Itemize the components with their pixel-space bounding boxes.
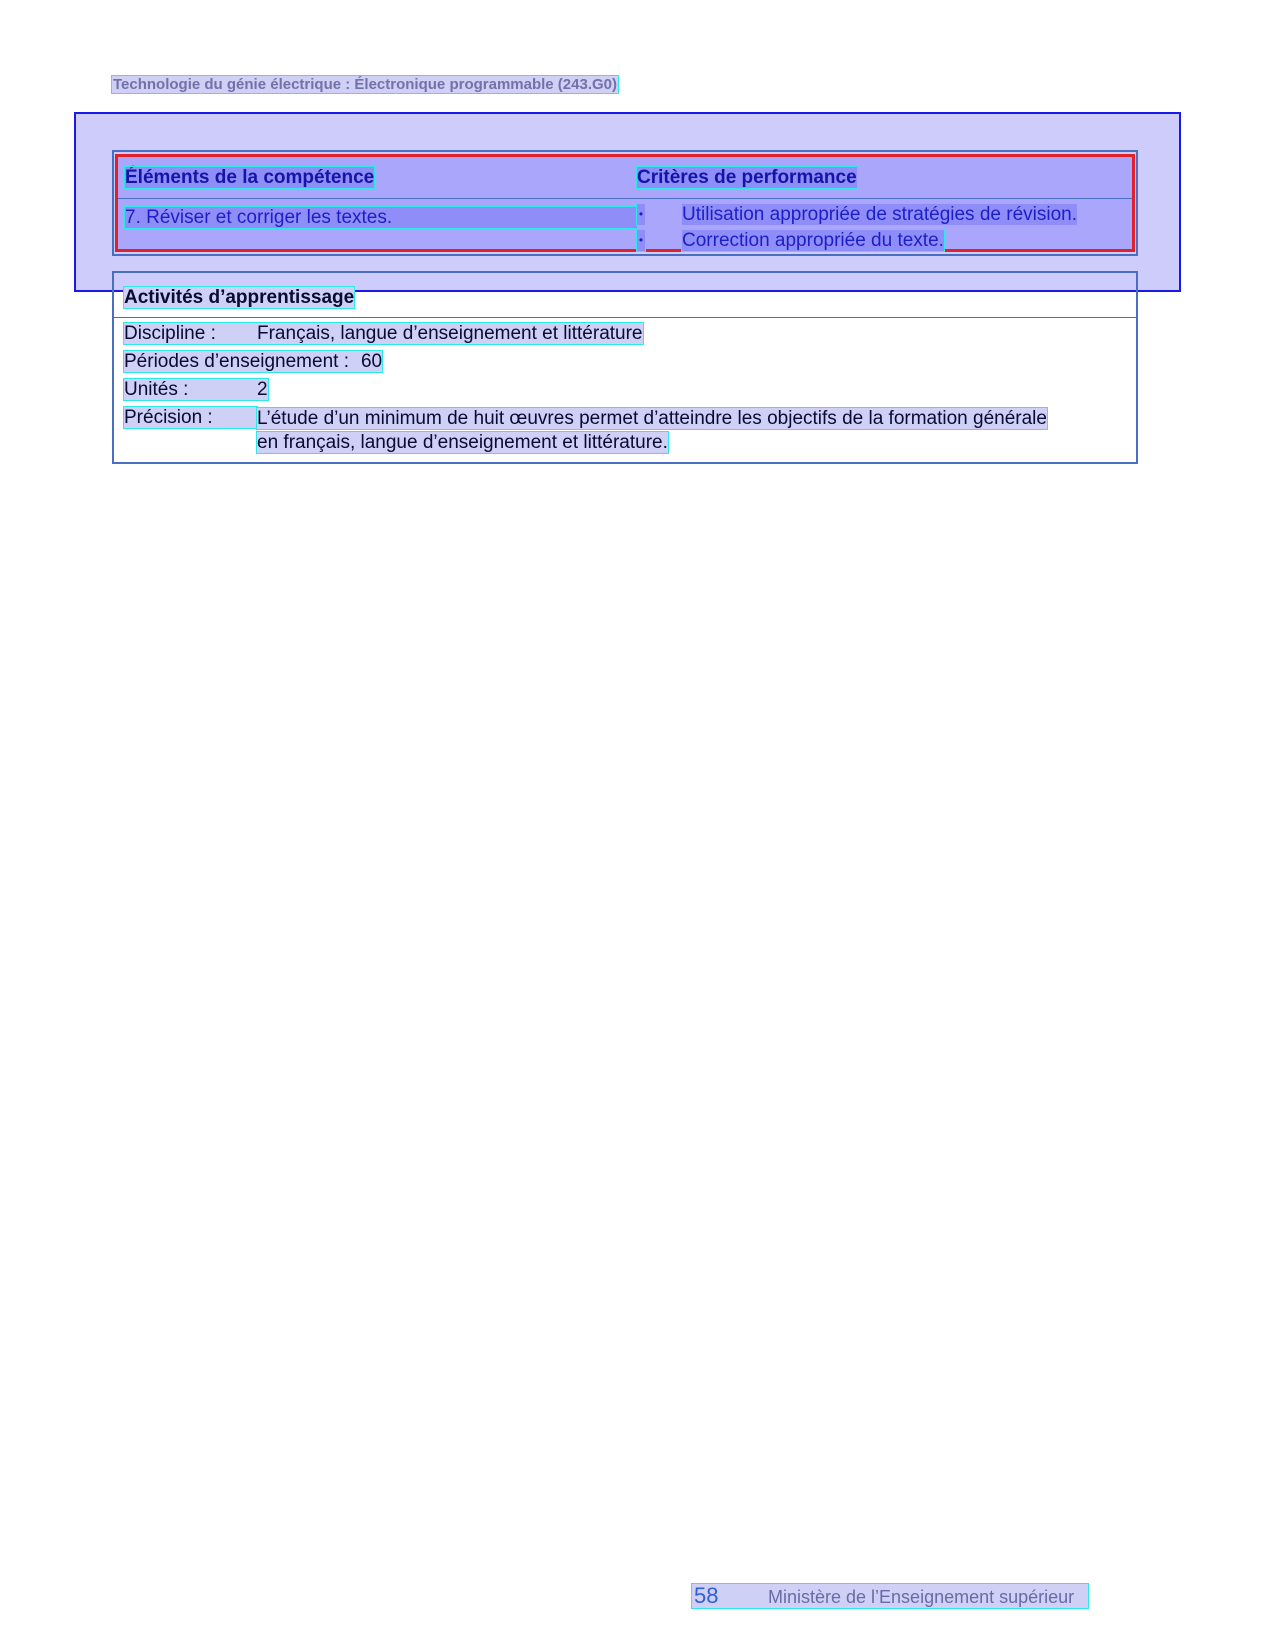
discipline-line: [124, 323, 643, 344]
learning-activities-title: Activités d’apprentissage: [124, 287, 355, 308]
learning-activities-header: [114, 273, 1136, 318]
running-header: Technologie du génie électrique : Électronique programmable (243.G0): [113, 76, 617, 93]
column-heading-elements: Éléments de la compétence: [125, 167, 375, 188]
precision-text: [257, 407, 1127, 455]
criterion-item: [637, 230, 944, 251]
units-value: 2: [257, 379, 268, 400]
criterion-item: [637, 204, 1077, 225]
criterion-text: Correction appropriée du texte.: [682, 230, 944, 251]
learning-activities-box: [112, 271, 1138, 464]
periods-label: Périodes d’enseignement :: [124, 351, 349, 372]
units-line: [124, 379, 268, 400]
bullet-icon: •: [637, 230, 645, 251]
precision-line: L’étude d’un minimum de huit œuvres permet d’atteindre les objectifs de la formation générale: [257, 408, 1047, 429]
page-footer: [692, 1584, 1088, 1608]
periods-line: [124, 351, 382, 372]
bullet-icon: •: [637, 204, 645, 225]
periods-value: 60: [360, 351, 383, 372]
competence-element: 7. Réviser et corriger les textes.: [125, 207, 637, 228]
discipline-label: Discipline :: [124, 323, 216, 344]
column-heading-criteria: Critères de performance: [637, 167, 857, 188]
competence-table-header-row: [118, 157, 1132, 199]
criterion-text: Utilisation appropriée de stratégies de révision.: [682, 204, 1077, 225]
precision-line: en français, langue d’enseignement et littérature.: [257, 432, 668, 453]
discipline-value: Français, langue d’enseignement et littérature: [257, 323, 643, 344]
units-label: Unités :: [124, 379, 189, 400]
page-number: 58: [694, 1583, 719, 1608]
footer-organization: Ministère de l’Enseignement supérieur: [768, 1587, 1075, 1607]
precision-label: Précision :: [124, 407, 257, 428]
competence-table: [115, 154, 1135, 252]
